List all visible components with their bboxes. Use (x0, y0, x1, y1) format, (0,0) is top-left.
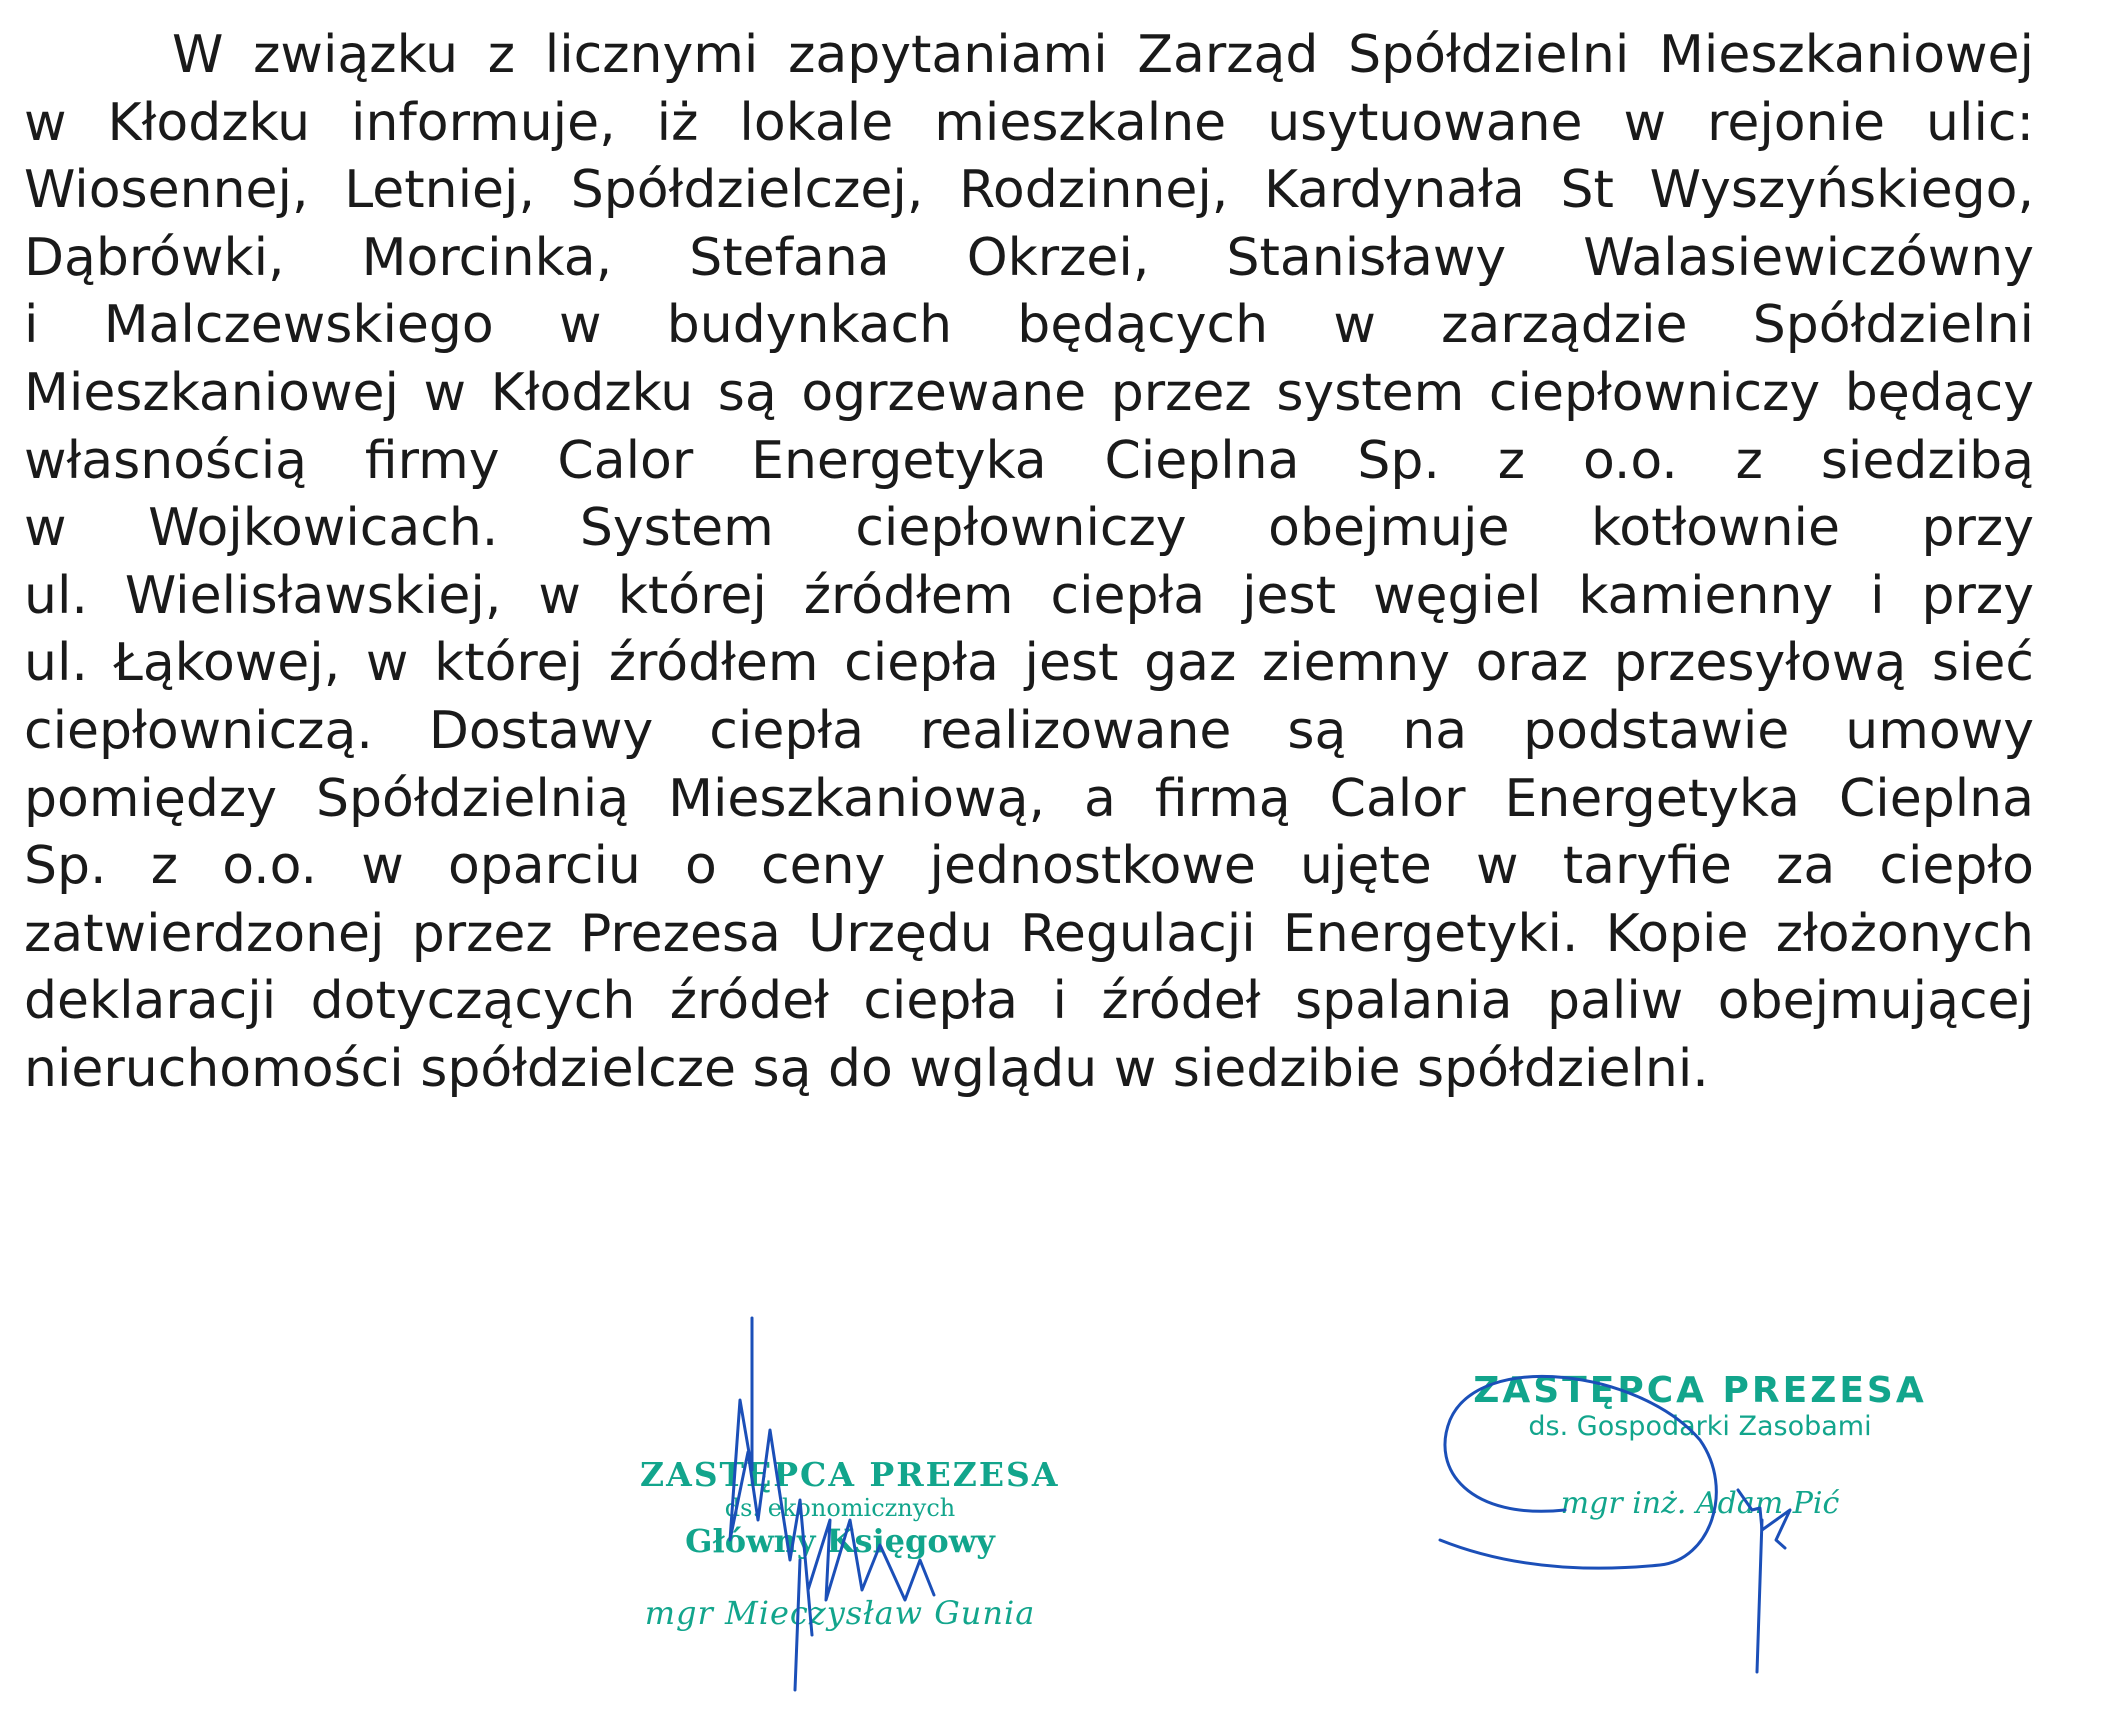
announcement-paragraph (24, 22, 2034, 1104)
stamp-deputy-president-economic (640, 1455, 1060, 1632)
paragraph-line: w Kłodzku informuje, iż lokale mieszkalne usytuowane w rejonie ulic: (24, 92, 2034, 153)
paragraph-line: nieruchomości spółdzielcze są do wglądu w siedzibie spółdzielni. (24, 1038, 1709, 1099)
paragraph-line: ciepłowniczą. Dostawy ciepła realizowane są na podstawie umowy (24, 700, 2034, 761)
paragraph-line: pomiędzy Spółdzielnią Mieszkaniową, a firmą Calor Energetyka Cieplna (24, 768, 2034, 829)
paragraph-line: zatwierdzonej przez Prezesa Urzędu Regulacji Energetyki. Kopie złożonych (24, 903, 2034, 964)
stamp-department: ds. Gospodarki Zasobami (1528, 1411, 1872, 1442)
paragraph-line: Sp. z o.o. w oparciu o ceny jednostkowe ujęte w taryfie za ciepło (24, 836, 2034, 897)
stamp-department: ds. ekonomicznych (724, 1494, 956, 1522)
paragraph-line: Dąbrówki, Morcinka, Stefana Okrzei, Stanisławy Walasiewiczówny (24, 227, 2034, 288)
paragraph-line: własnością firmy Calor Energetyka Cieplna Sp. z o.o. z siedzibą (24, 430, 2034, 491)
stamp-deputy-president-resources (1460, 1370, 1940, 1521)
stamp-person-name: mgr inż. Adam Pić (1560, 1486, 1840, 1521)
stamp-person-name: mgr Mieczysław Gunia (644, 1594, 1036, 1632)
paragraph-line: i Malczewskiego w budynkach będących w zarządzie Spółdzielni (24, 295, 2034, 356)
paragraph-line: Mieszkaniowej w Kłodzku są ogrzewane przez system ciepłowniczy będący (24, 362, 2034, 423)
stamp-title: ZASTĘPCA PREZESA (1473, 1370, 1927, 1411)
paragraph-line: ul. Łąkowej, w której źródłem ciepła jest gaz ziemny oraz przesyłową sieć (24, 633, 2034, 694)
paragraph-line: w Wojkowicach. System ciepłowniczy obejmuje kotłownie przy (24, 498, 2034, 559)
paragraph-line: W związku z licznymi zapytaniami Zarząd Spółdzielni Mieszkaniowej (172, 25, 2034, 85)
stamp-title: ZASTĘPCA PREZESA (640, 1455, 1060, 1494)
paragraph-line: Wiosennej, Letniej, Spółdzielczej, Rodzinnej, Kardynała St Wyszyńskiego, (24, 160, 2034, 221)
stamp-role: Główny Księgowy (685, 1522, 995, 1560)
paragraph-line: ul. Wielisławskiej, w której źródłem ciepła jest węgiel kamienny i przy (24, 565, 2034, 626)
paragraph-line: deklaracji dotyczących źródeł ciepła i źródeł spalania paliw obejmującej (24, 971, 2034, 1032)
